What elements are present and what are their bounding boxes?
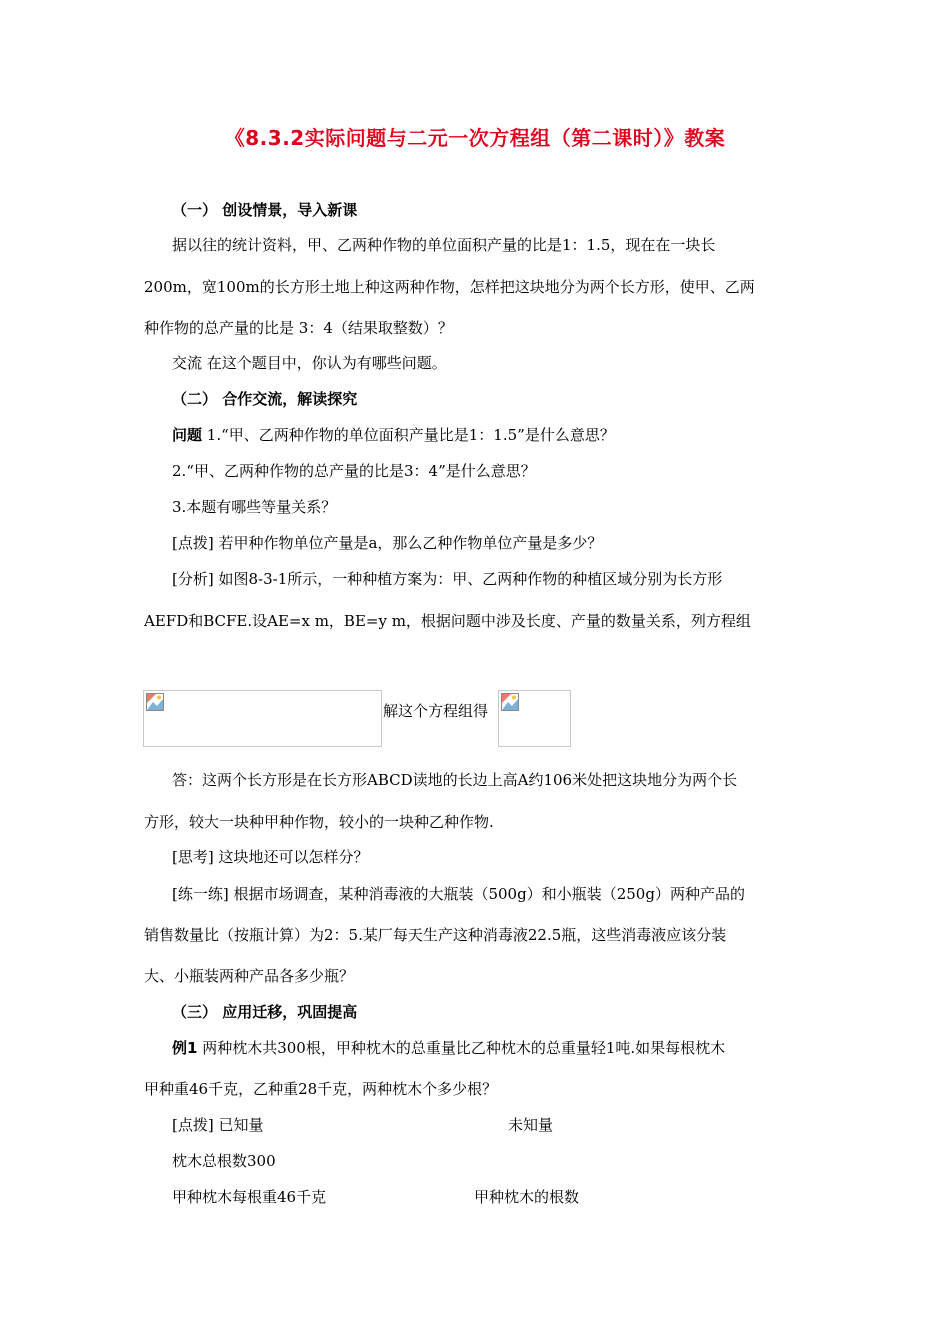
paragraph-line: 200m，宽100m的长方形土地上种这两种作物，怎样把这块地分为两个长方形，使甲、乙两 xyxy=(144,278,755,296)
question-line xyxy=(172,425,615,445)
broken-image-icon xyxy=(501,693,519,711)
practice-line: [练一练] 根据市场调查，某种消毒液的大瓶装（500g）和小瓶装（250g）两种产品的 xyxy=(172,885,745,903)
solve-text: 解这个方程组得 xyxy=(383,702,489,720)
section-heading-2: （二） 合作交流，解读探究 xyxy=(172,390,358,408)
practice-line: 销售数量比（按瓶计算）为2：5.某厂每天生产这种消毒液22.5瓶，这些消毒液应该分装 xyxy=(144,926,727,944)
example-label: 例1 xyxy=(172,1039,198,1057)
paragraph-line: 据以往的统计资料，甲、乙两种作物的单位面积产量的比是1：1.5，现在在一块长 xyxy=(172,236,716,254)
answer-line: 答：这两个长方形是在长方形ABCD读地的长边上高A约106米处把这块地分为两个长 xyxy=(172,771,738,789)
document-title: 《8.3.2实际问题与二元一次方程组（第二课时）》教案 xyxy=(224,126,726,150)
analysis-line: AEFD和BCFE.设AE=x m，BE=y m，根据问题中涉及长度、产量的数量关系，列方程组 xyxy=(144,612,751,630)
practice-line: 大、小瓶装两种产品各多少瓶？ xyxy=(144,967,355,985)
question-line: 2.“甲、乙两种作物的总产量的比是3：4”是什么意思？ xyxy=(172,462,536,480)
answer-line: 方形，较大一块种甲种作物，较小的一块种乙种作物. xyxy=(144,813,494,831)
question-text: 1.“甲、乙两种作物的单位面积产量比是1：1.5”是什么意思？ xyxy=(202,426,615,444)
known-quantity: 甲种枕木每根重46千克 xyxy=(172,1188,327,1206)
example-line: 甲种重46千克，乙种重28千克，两种枕木个多少根？ xyxy=(144,1080,498,1098)
paragraph-line: 交流 在这个题目中，你认为有哪些问题。 xyxy=(172,354,447,372)
known-quantity: 枕木总根数300 xyxy=(172,1152,276,1170)
equation-image-placeholder xyxy=(143,690,382,747)
question-line: 3.本题有哪些等量关系？ xyxy=(172,498,337,516)
hint-line: [点拨] 若甲种作物单位产量是a，那么乙种作物单位产量是多少？ xyxy=(172,534,603,552)
section-heading-3: （三） 应用迁移，巩固提高 xyxy=(172,1003,358,1021)
analysis-line: [分析] 如图8-3-1所示，一种种植方案为：甲、乙两种作物的种植区域分别为长方形 xyxy=(172,570,723,588)
unknown-quantity: 甲种枕木的根数 xyxy=(474,1188,580,1206)
example-line xyxy=(172,1038,725,1058)
example-text: 两种枕木共300根，甲种枕木的总重量比乙种枕木的总重量轻1吨.如果每根枕木 xyxy=(197,1039,726,1057)
section-heading-1: （一） 创设情景，导入新课 xyxy=(172,201,358,219)
hint-unknown-label: 未知量 xyxy=(508,1116,554,1134)
broken-image-icon xyxy=(146,693,164,711)
hint-known-label: [点拨] 已知量 xyxy=(172,1116,264,1134)
think-line: [思考] 这块地还可以怎样分？ xyxy=(172,848,369,866)
paragraph-line: 种作物的总产量的比是 3：4（结果取整数）？ xyxy=(144,319,453,337)
question-label: 问题 xyxy=(172,426,203,444)
solution-image-placeholder xyxy=(498,690,571,747)
